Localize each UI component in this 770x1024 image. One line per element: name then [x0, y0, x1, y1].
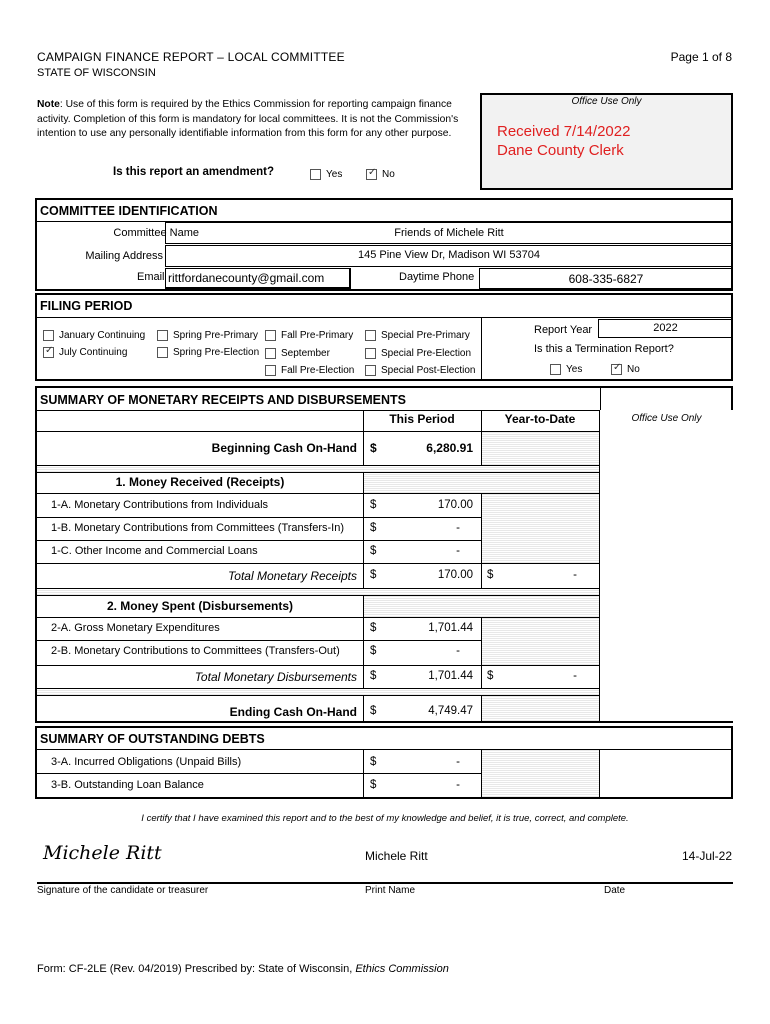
period-spring-pre-election[interactable] — [157, 344, 259, 362]
ending-cash-value: 4,749.47 — [428, 705, 473, 717]
termination-no[interactable] — [611, 361, 640, 379]
debt-3b-dollar: $ — [370, 779, 377, 791]
beginning-cash-label: Beginning Cash On-Hand — [211, 441, 357, 455]
shaded-cell — [482, 494, 599, 563]
shaded-cell — [482, 618, 599, 665]
period-label: Fall Pre-Primary — [281, 330, 354, 342]
date-value: 14-Jul-22 — [681, 849, 732, 863]
print-name-value: Michele Ritt — [365, 849, 428, 863]
total-receipts-label: Total Monetary Receipts — [228, 569, 357, 583]
period-special-post-election[interactable] — [365, 362, 476, 380]
signature-line — [37, 882, 733, 884]
receipt-1c-label: 1-C. Other Income and Commercial Loans — [51, 545, 258, 557]
shaded-cell — [482, 696, 599, 721]
termination-yes-checkbox[interactable] — [550, 364, 561, 375]
termination-question: Is this a Termination Report? — [534, 343, 674, 355]
termination-yes-label: Yes — [566, 364, 583, 376]
report-year-label: Report Year — [534, 324, 593, 336]
col-year-to-date: Year-to-Date — [504, 412, 576, 426]
report-year-field[interactable] — [598, 319, 733, 338]
ending-cash-label: Ending Cash On-Hand — [229, 705, 357, 719]
amendment-no-label: No — [382, 169, 395, 181]
daytime-phone-label: Daytime Phone — [399, 271, 475, 283]
committee-name-field[interactable] — [165, 222, 733, 244]
ending-cash-dollar: $ — [370, 705, 377, 717]
mailing-address-label: Mailing Address — [85, 250, 163, 262]
period-label: Special Post-Election — [381, 365, 476, 377]
period-label: Spring Pre-Election — [173, 347, 260, 359]
period-spring-pre-primary[interactable] — [157, 327, 258, 345]
amendment-yes-label: Yes — [326, 169, 343, 181]
signature: Michele Ritt — [43, 842, 162, 864]
total-disbursements-value: 1,701.44 — [428, 670, 473, 682]
email-value: rittfordanecounty@gmail.com — [168, 271, 325, 285]
committee-identification-section — [35, 198, 733, 291]
email-label: Email — [137, 271, 165, 283]
period-july-continuing[interactable] — [43, 344, 127, 362]
received-stamp — [497, 122, 630, 160]
period-january-continuing[interactable] — [43, 327, 145, 345]
footer-agency: Ethics Commission — [355, 963, 449, 975]
termination-yes[interactable] — [550, 361, 582, 379]
period-label: Special Pre-Election — [381, 348, 472, 360]
disb-2a-value: 1,701.44 — [428, 622, 473, 634]
committee-name-label: Committee Name — [113, 227, 199, 239]
termination-no-checkbox[interactable] — [611, 364, 622, 375]
money-spent-header: 2. Money Spent (Disbursements) — [106, 599, 294, 613]
period-checkbox[interactable] — [157, 330, 168, 341]
total-disbursements-ytd-dollar: $ — [487, 670, 494, 682]
footer-text: Form: CF-2LE (Rev. 04/2019) Prescribed by: State of Wisconsin, — [37, 963, 356, 975]
period-september[interactable] — [265, 345, 330, 363]
beginning-cash-dollar: $ — [370, 441, 377, 455]
debt-3b-value: - — [456, 779, 460, 791]
shaded-cell — [482, 750, 599, 797]
period-checkbox[interactable] — [265, 330, 276, 341]
period-special-pre-primary[interactable] — [365, 327, 470, 345]
debts-section-title: SUMMARY OF OUTSTANDING DEBTS — [40, 732, 265, 746]
total-receipts-dollar: $ — [370, 569, 377, 581]
form-title: CAMPAIGN FINANCE REPORT – LOCAL COMMITTEE — [37, 50, 345, 64]
stamp-line-2: Dane County Clerk — [497, 142, 624, 159]
mailing-address-field[interactable] — [165, 245, 733, 267]
amendment-yes[interactable] — [310, 166, 342, 184]
disb-2b-dollar: $ — [370, 645, 377, 657]
form-footer — [37, 963, 449, 975]
filing-period-section — [35, 293, 733, 381]
period-checkbox[interactable] — [43, 330, 54, 341]
shaded-cell — [364, 473, 599, 493]
office-use-box — [480, 93, 733, 190]
print-name-caption: Print Name — [365, 885, 416, 896]
amendment-no[interactable] — [366, 166, 395, 184]
total-receipts-value: 170.00 — [437, 569, 473, 581]
receipt-1a-value: 170.00 — [437, 499, 473, 511]
period-label: January Continuing — [59, 330, 146, 342]
usage-note — [37, 98, 477, 142]
period-label: Spring Pre-Primary — [173, 330, 259, 342]
note-label: Note — [37, 99, 60, 110]
period-checkbox[interactable] — [265, 348, 276, 359]
period-checkbox[interactable] — [43, 347, 54, 358]
shaded-cell — [482, 432, 599, 465]
receipt-1c-value: - — [456, 545, 460, 557]
total-disbursements-label: Total Monetary Disbursements — [194, 670, 357, 684]
office-use-column-label: Office Use Only — [631, 413, 702, 424]
summary-section — [35, 386, 733, 723]
disb-2a-dollar: $ — [370, 622, 377, 634]
total-disbursements-dollar: $ — [370, 670, 377, 682]
office-use-column — [600, 410, 733, 721]
signature-caption: Signature of the candidate or treasurer — [37, 885, 209, 896]
termination-no-label: No — [627, 364, 640, 376]
receipt-1a-dollar: $ — [370, 499, 377, 511]
note-text: : Use of this form is required by the Ethics Commission for reporting campaign finance activity. Completion of this form is mandatory for local committees. It is not the Commission's intention to use any personally identifiable information from this form for any other purpose. — [37, 99, 459, 139]
page-number: Page 1 of 8 — [670, 50, 732, 64]
committee-section-title: COMMITTEE IDENTIFICATION — [40, 204, 218, 218]
money-received-header: 1. Money Received (Receipts) — [115, 475, 285, 489]
stamp-line-1: Received 7/14/2022 — [497, 123, 631, 140]
debt-3b-label: 3-B. Outstanding Loan Balance — [51, 779, 204, 791]
amendment-yes-checkbox[interactable] — [310, 169, 321, 180]
period-special-pre-election[interactable] — [365, 345, 471, 363]
debt-3a-label: 3-A. Incurred Obligations (Unpaid Bills) — [51, 756, 242, 768]
col-this-period: This Period — [389, 412, 455, 426]
period-checkbox[interactable] — [157, 347, 168, 358]
shaded-cell — [364, 596, 599, 617]
report-year-value: 2022 — [653, 322, 678, 334]
receipt-1b-label: 1-B. Monetary Contributions from Committees (Transfers-In) — [51, 522, 345, 534]
disb-2b-value: - — [456, 645, 460, 657]
period-checkbox[interactable] — [365, 348, 376, 359]
beginning-cash-value: 6,280.91 — [426, 441, 473, 455]
amendment-question: Is this report an amendment? — [113, 166, 275, 178]
period-label: July Continuing — [59, 347, 128, 359]
receipt-1b-dollar: $ — [370, 522, 377, 534]
period-label: September — [281, 348, 330, 360]
mailing-address-value: 145 Pine View Dr, Madison WI 53704 — [357, 249, 540, 261]
total-receipts-ytd-dollar: $ — [487, 569, 494, 581]
period-label: Special Pre-Primary — [381, 330, 470, 342]
period-fall-pre-election[interactable] — [265, 362, 354, 380]
outstanding-debts-section — [35, 726, 733, 799]
office-use-label: Office Use Only — [571, 96, 642, 107]
period-fall-pre-primary[interactable] — [265, 327, 353, 345]
debt-3a-value: - — [456, 756, 460, 768]
total-receipts-ytd-value: - — [573, 569, 577, 581]
daytime-phone-value: 608-335-6827 — [568, 272, 644, 286]
email-field[interactable] — [165, 268, 351, 289]
period-checkbox[interactable] — [365, 365, 376, 376]
date-caption: Date — [604, 885, 626, 896]
period-label: Fall Pre-Election — [281, 365, 355, 377]
disb-2b-label: 2-B. Monetary Contributions to Committees (Transfers-Out) — [51, 645, 340, 657]
receipt-1b-value: - — [456, 522, 460, 534]
daytime-phone-field[interactable] — [479, 268, 733, 289]
summary-section-title: SUMMARY OF MONETARY RECEIPTS AND DISBURSEMENTS — [40, 393, 406, 407]
disb-2a-label: 2-A. Gross Monetary Expenditures — [51, 622, 220, 634]
period-checkbox[interactable] — [265, 365, 276, 376]
form-subtitle: STATE OF WISCONSIN — [37, 67, 156, 79]
receipt-1c-dollar: $ — [370, 545, 377, 557]
committee-name-value: Friends of Michele Ritt — [394, 227, 504, 239]
total-disbursements-ytd-value: - — [573, 670, 577, 682]
period-checkbox[interactable] — [365, 330, 376, 341]
amendment-no-checkbox[interactable] — [366, 169, 377, 180]
filing-period-title: FILING PERIOD — [40, 299, 133, 313]
certification-statement: I certify that I have examined this report and to the best of my knowledge and belief, it is true, correct, and complete. — [141, 813, 629, 824]
debt-3a-dollar: $ — [370, 756, 377, 768]
receipt-1a-label: 1-A. Monetary Contributions from Individuals — [51, 499, 269, 511]
